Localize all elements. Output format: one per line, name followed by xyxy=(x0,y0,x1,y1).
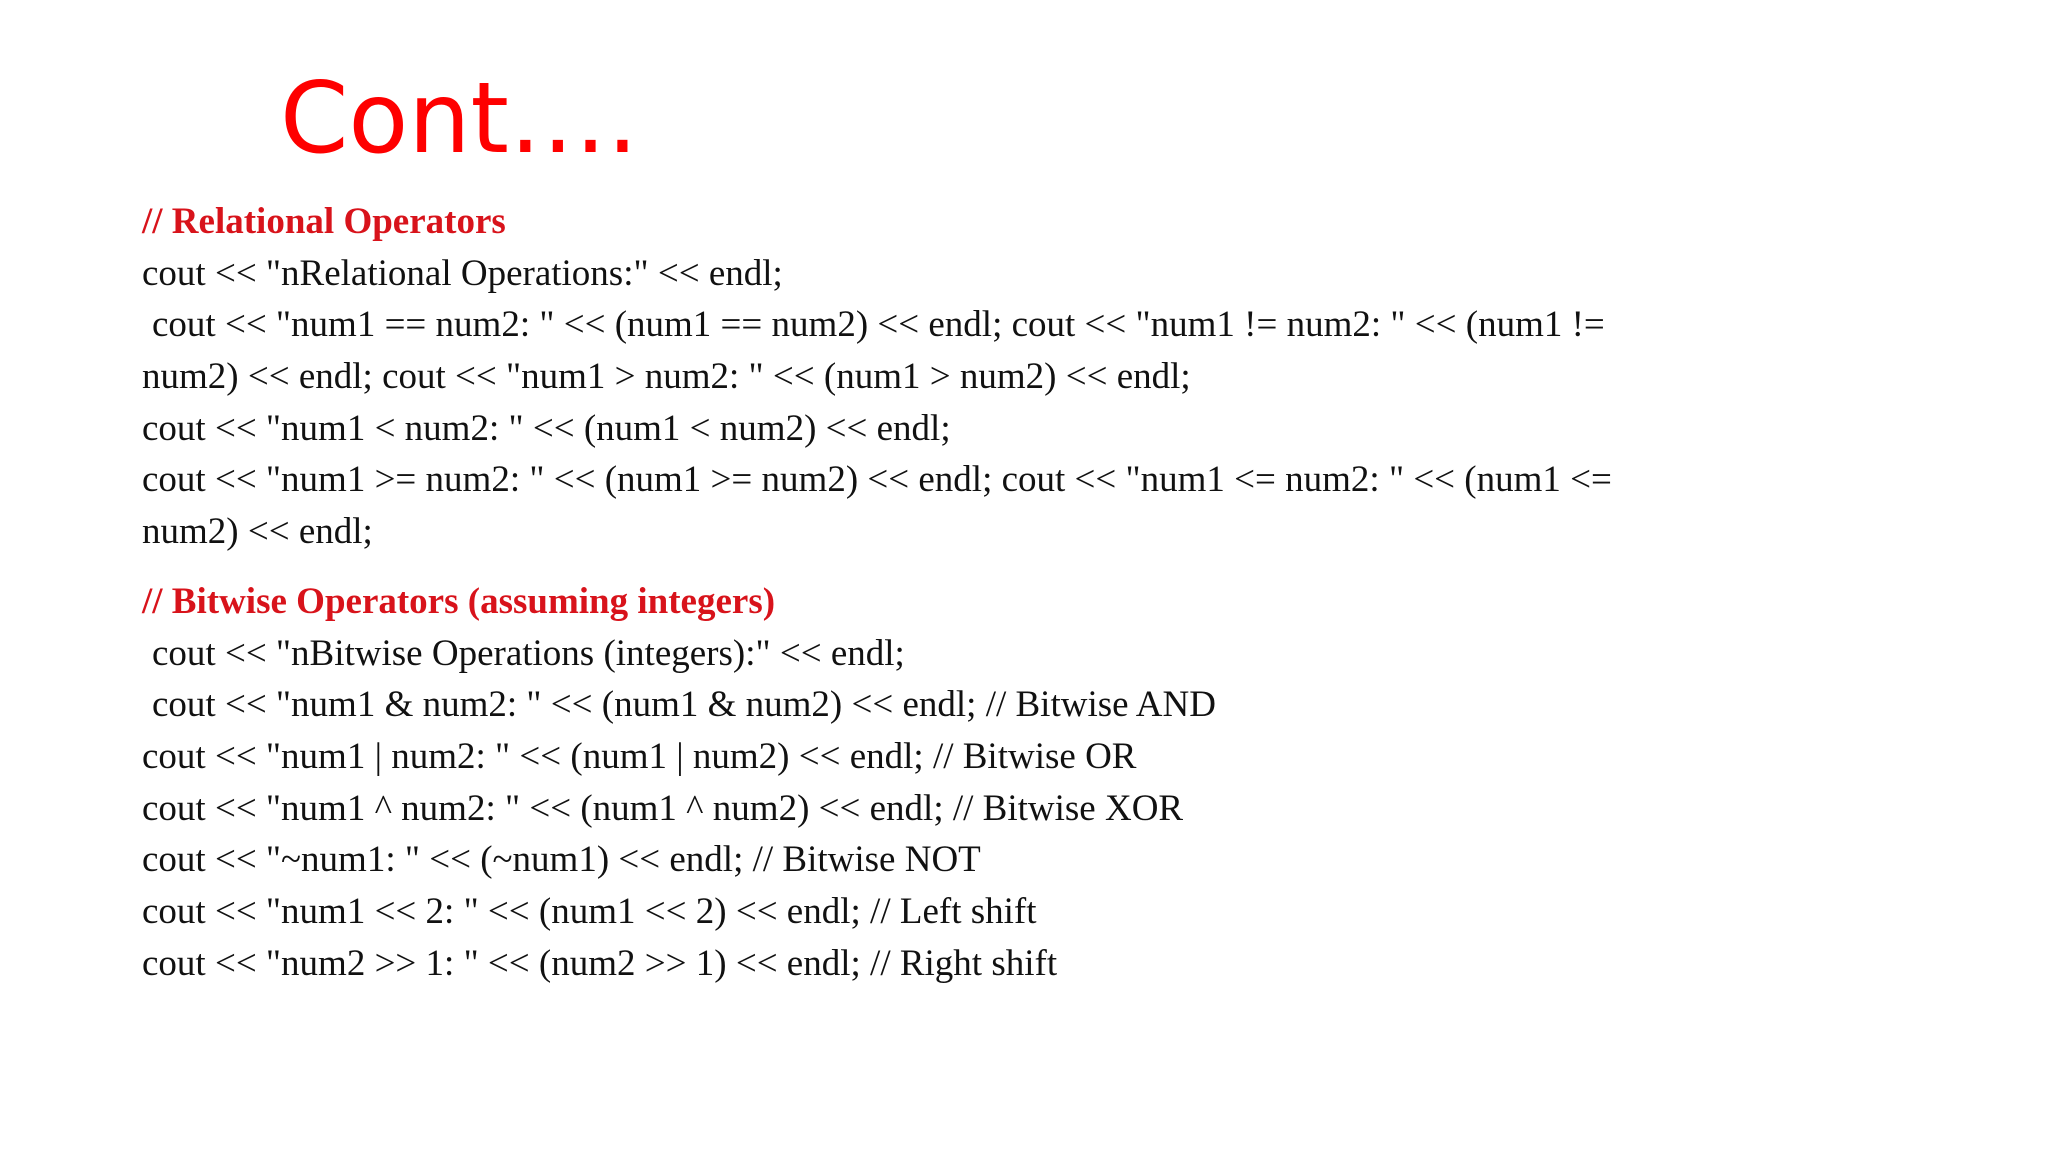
code-line: num2) << endl; cout << "num1 > num2: " << (num1 > num2) << endl; xyxy=(142,356,1191,398)
code-line: cout << "nBitwise Operations (integers):" << endl; xyxy=(152,632,905,674)
relational-operators-section xyxy=(142,196,1942,558)
slide-title: Cont…. xyxy=(280,62,639,176)
code-line: cout << "~num1: " << (~num1) << endl; // Bitwise NOT xyxy=(142,839,981,881)
section-heading: // Relational Operators xyxy=(142,201,506,242)
code-line: num2) << endl; xyxy=(142,511,373,553)
code-line: cout << "num1 >= num2: " << (num1 >= num2) << endl; cout << "num1 <= num2: " << (num1 <= xyxy=(142,459,1612,501)
section-heading: // Bitwise Operators (assuming integers) xyxy=(142,580,776,622)
code-line: cout << "num1 | num2: " << (num1 | num2) << endl; // Bitwise OR xyxy=(142,735,1137,777)
code-line: cout << "num1 < num2: " << (num1 < num2) << endl; xyxy=(142,407,951,449)
code-line: cout << "num1 & num2: " << (num1 & num2) << endl; // Bitwise AND xyxy=(152,684,1216,726)
slide-body xyxy=(142,196,1942,989)
code-line: cout << "nRelational Operations:" << endl; xyxy=(142,252,783,294)
code-line: cout << "num1 << 2: " << (num1 << 2) << endl; // Left shift xyxy=(142,890,1037,932)
bitwise-operators-section xyxy=(142,576,1942,990)
code-line: cout << "num1 ^ num2: " << (num1 ^ num2) << endl; // Bitwise XOR xyxy=(142,787,1184,829)
code-line: cout << "num2 >> 1: " << (num2 >> 1) << endl; // Right shift xyxy=(142,942,1058,984)
code-line: cout << "num1 == num2: " << (num1 == num2) << endl; cout << "num1 != num2: " << (num1 != xyxy=(152,304,1605,346)
